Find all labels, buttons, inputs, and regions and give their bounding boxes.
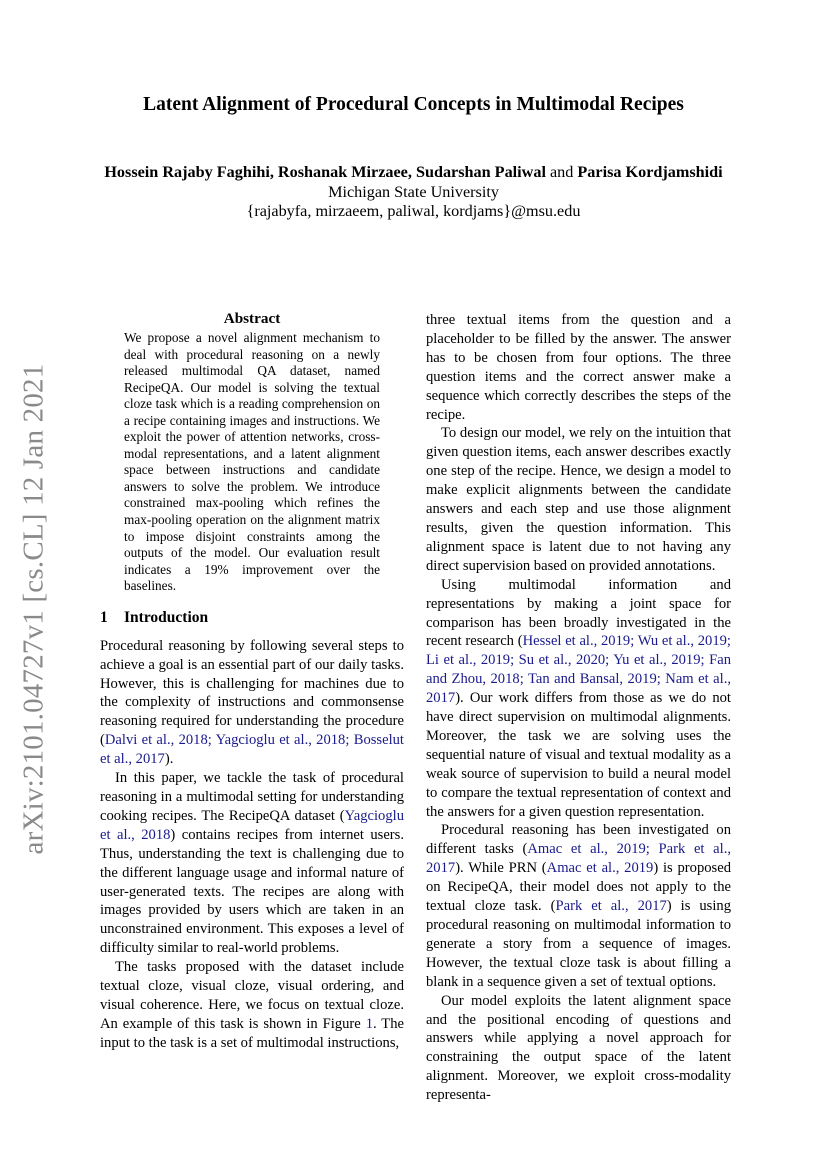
- affiliation: Michigan State University: [328, 182, 499, 201]
- right-paragraph-3: Using multimodal information and representations by making a joint space for comparison has been broadly investigated in the recent research (Hessel et al., 2019; Wu et al., 2019; Li et al., 2019; Su et al., 2020; Yu et al., 2019; Fan and Zhou, 2018; Tan and Bansal, 2019; Nam et al., 2017). Our work differs from those as we do not have direct supervision on multimodal alignments. Moreover, the task we are solving uses the sequential nature of visual and textual modality as a weak source of supervision to build a neural model to compare the textual representation of context and the answers for a given question representation.: [426, 576, 731, 820]
- author-names: [0, 163, 827, 183]
- right-column: [426, 311, 731, 1105]
- intro-paragraph-1: Procedural reasoning by following several steps to achieve a goal is an essential part of our daily tasks. However, this is challenging for machines due to the complexity of instructions and commonsense reasoning required for understanding the procedure (Dalvi et al., 2018; Yagcioglu et al., 2018; Bosselut et al., 2017).: [100, 637, 404, 768]
- right-paragraph-4: Procedural reasoning has been investigated on different tasks (Amac et al., 2019; Park et al., 2017). While PRN (Amac et al., 2019) is proposed on RecipeQA, their model does not apply to the textual cloze task. (Park et al., 2017) is using procedural reasoning on multimodal information to generate a story from a sequence of images. However, the textual cloze task is about filling a blank in a sequence given a set of textual options.: [426, 822, 732, 990]
- intro-paragraph-3: The tasks proposed with the dataset include textual cloze, visual cloze, visual ordering, and visual coherence. Here, we focus on textual cloze. An example of this task is shown in Figure 1. The input to the task is a set of multimodal instructions,: [100, 959, 404, 1051]
- right-paragraph-1: three textual items from the question and a placeholder to be filled by the answer. The answer has to be chosen from four options. The three question items and the correct answer make a sequence which correctly describes the steps of the recipe.: [426, 312, 731, 423]
- intro-paragraph-2: In this paper, we tackle the task of procedural reasoning in a multimodal setting for understanding cooking recipes. The RecipeQA dataset (Yagcioglu et al., 2018) contains recipes from internet users. Thus, understanding the text is challenging due to the different language usage and informal nature of user-generated texts. The recipes are along with images provided by users which are taken in an unconstrained environment. This exposes a level of difficulty similar to real-world problems.: [100, 770, 404, 957]
- abstract-text: We propose a novel alignment mechanism to deal with procedural reasoning on a newly released multimodal QA dataset, named RecipeQA. Our model is solving the textual cloze task which is a reading comprehension on a recipe containing images and instructions. We exploit the power of attention networks, cross-modal representations, and a latent alignment space between instructions and candidate answers to solve the problem. We introduce constrained max-pooling which refines the max-pooling operation on the alignment matrix to impose disjoint constraints among the outputs of the model. Our evaluation result indicates a 19% improvement over the baselines.: [124, 330, 380, 594]
- citation-link[interactable]: Amac et al., 2019; Park et al., 2017: [426, 841, 731, 877]
- author-block: [0, 163, 827, 222]
- arxiv-identifier: arXiv:2101.04727v1 [cs.CL] 12 Jan 2021: [17, 363, 50, 855]
- authors-group-a: Hossein Rajaby Faghihi, Roshanak Mirzaee, Sudarshan Paliwal: [104, 163, 546, 181]
- left-column: [100, 309, 404, 1053]
- section-number: 1: [100, 608, 108, 626]
- citation-link[interactable]: Yagcioglu et al., 2018: [100, 807, 404, 843]
- paper-title: Latent Alignment of Procedural Concepts in Multimodal Recipes: [143, 94, 684, 115]
- citation-link[interactable]: Amac et al., 2019: [546, 860, 654, 877]
- author-emails: {rajabyfa, mirzaeem, paliwal, kordjams}@msu.edu: [246, 202, 581, 220]
- figure-reference-link[interactable]: 1: [365, 1015, 373, 1032]
- section-title: Introduction: [124, 608, 209, 626]
- citation-link[interactable]: Hessel et al., 2019; Wu et al., 2019; Li et al., 2019; Su et al., 2020; Yu et al., 2019; Fan and Zhou, 2018; Tan and Bansal, 2019; Nam et al., 2017: [426, 633, 731, 707]
- citation-link[interactable]: Park et al., 2017: [555, 898, 667, 915]
- authors-group-b: Parisa Kordjamshidi: [577, 163, 723, 181]
- right-paragraph-2: To design our model, we rely on the intuition that given question items, each answer describes exactly one step of the recipe. Hence, we design a model to make explicit alignments between the candidate answers and each step and use those alignment results, given the question information. This alignment space is latent due to not having any direct supervision based on provided annotations.: [426, 425, 731, 574]
- authors-and: and: [550, 163, 574, 181]
- abstract-heading: Abstract: [223, 310, 281, 327]
- right-paragraph-5: Our model exploits the latent alignment space and the positional encoding of questions and answers while applying a novel approach for constraining the output space of the latent alignment. Moreover, we exploit cross-modality representa-: [426, 992, 731, 1104]
- section-heading-introduction: [100, 608, 404, 628]
- arxiv-sidebar: [14, 363, 54, 855]
- citation-link[interactable]: Dalvi et al., 2018; Yagcioglu et al., 2018; Bosselut et al., 2017: [100, 732, 404, 768]
